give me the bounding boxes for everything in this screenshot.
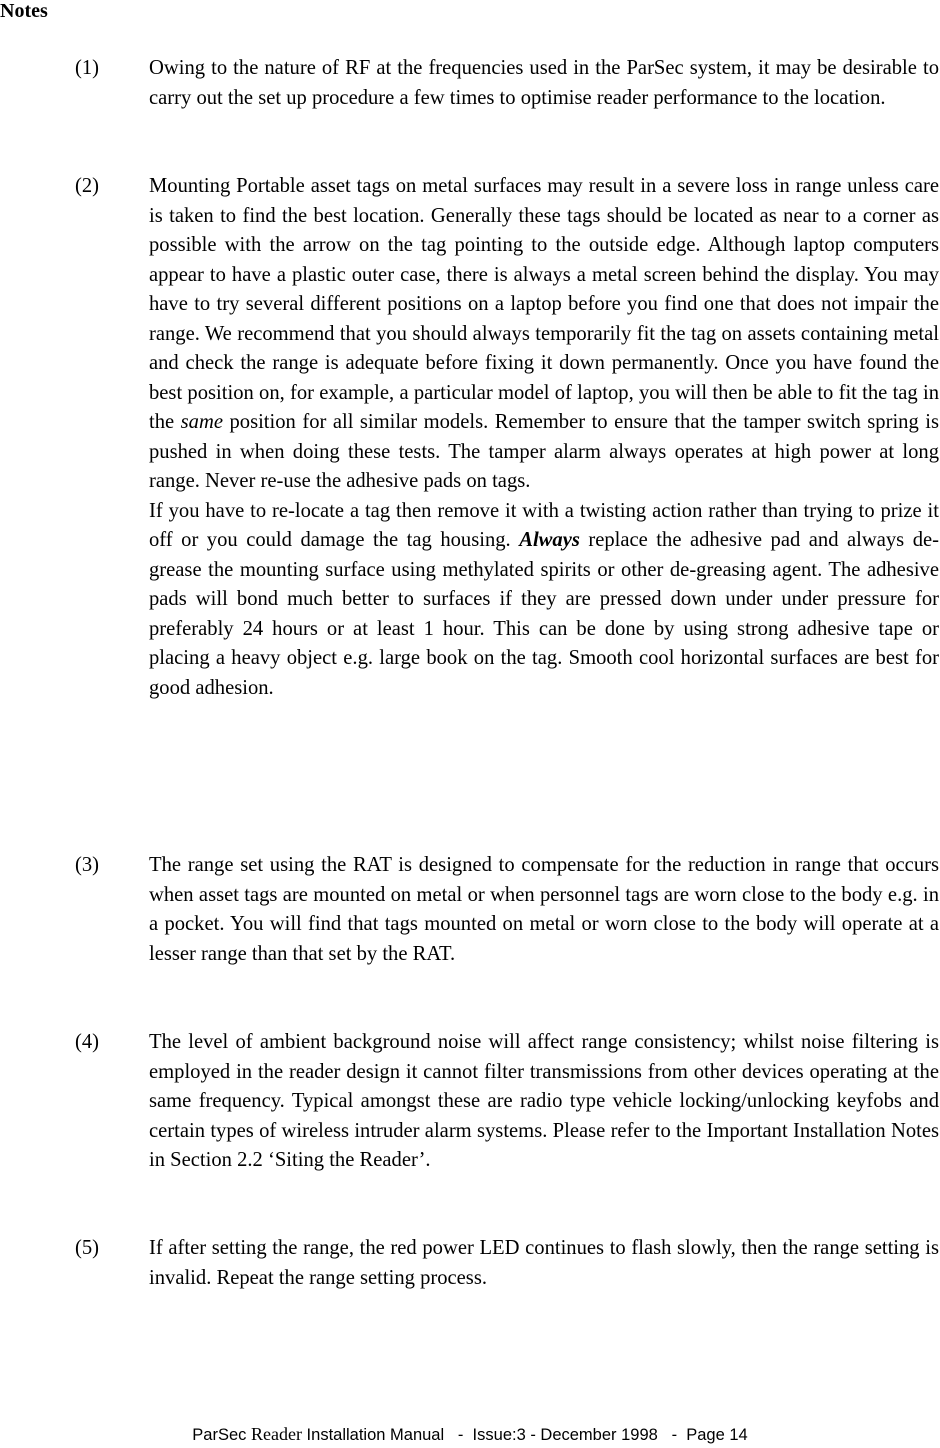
emphasis-same: same: [180, 411, 223, 433]
note-number: (3): [75, 854, 100, 876]
note-text: [149, 1234, 939, 1293]
note-text: [149, 54, 939, 113]
note-paragraph: If after setting the range, the red power LED continues to flash slowly, then the range setting is invalid. Repeat the range setting process.: [149, 1237, 939, 1289]
note-text: [149, 1028, 939, 1176]
note-text: [149, 851, 939, 969]
note-paragraph: The range set using the RAT is designed to compensate for the reduction in range that occurs when asset tags are mounted on metal or when personnel tags are worn close to the body e.g. in a pocket. You will find that tags mounted on metal or worn close to the body will operate at a lesser range than that set by the RAT.: [149, 854, 939, 965]
footer-text: Installation Manual - Issue:3 - December 1998 - Page 14: [301, 1426, 748, 1444]
note-number: (2): [75, 175, 100, 197]
note-number: (4): [75, 1031, 100, 1053]
note-text: [149, 172, 939, 703]
page-heading: Notes: [0, 0, 48, 22]
note-paragraph: [149, 172, 939, 497]
note-number: (1): [75, 57, 100, 79]
emphasis-always: Always: [519, 529, 580, 551]
note-text-segment: If you have to re-locate a tag then remove it with a twisting action rather than trying to prize it off or you could damage the tag housing.: [149, 499, 939, 551]
note-text-segment: replace the adhesive pad and always de-grease the mounting surface using methylated spirits or other de-greasing agent. The adhesive pads will bond much better to surfaces if they are pressed down under under pressure for preferably 24 hours or at least 1 hour. This can be done by using strong adhesive tape or placing a heavy object e.g. large book on the tag. Smooth cool horizontal surfaces are best for good adhesion.: [149, 529, 939, 699]
note-text-segment: Mounting Portable asset tags on metal surfaces may result in a severe loss in range unless care is taken to find the best location. Generally these tags should be located as near to a corner as possible with the arrow on the tag pointing to the outside edge. Although laptop computers appear to have a plastic outer case, there is always a metal screen behind the display. You may have to try several different positions on a laptop before you find one that does not impair the range. We recommend that you should always temporarily fit the tag on assets containing metal and check the range is adequate before fixing it down permanently. Once you have found the best position on, for example, a particular model of laptop, you will then be able to fit the tag in the: [149, 175, 939, 433]
note-paragraph: Owing to the nature of RF at the frequencies used in the ParSec system, it may be desirable to carry out the set up procedure a few times to optimise reader performance to the location.: [149, 57, 939, 109]
note-paragraph: [149, 497, 939, 704]
note-paragraph: The level of ambient background noise will affect range consistency; whilst noise filtering is employed in the reader design it cannot filter transmissions from other devices operating at the same frequency. Typical amongst these are radio type vehicle locking/unlocking keyfobs and certain types of wireless intruder alarm systems. Please refer to the Important Installation Notes in Section 2.2 ‘Siting the Reader’.: [149, 1031, 939, 1171]
note-text-segment: position for all similar models. Remember to ensure that the tamper switch spring is pushed in when doing these tests. The tamper alarm always operates at high power at long range. Never re-use the adhesive pads on tags.: [149, 411, 939, 492]
footer-reader: Reader: [251, 1424, 302, 1444]
page-footer: [0, 1424, 940, 1445]
footer-brand: ParSec: [192, 1426, 251, 1444]
note-number: (5): [75, 1237, 100, 1259]
